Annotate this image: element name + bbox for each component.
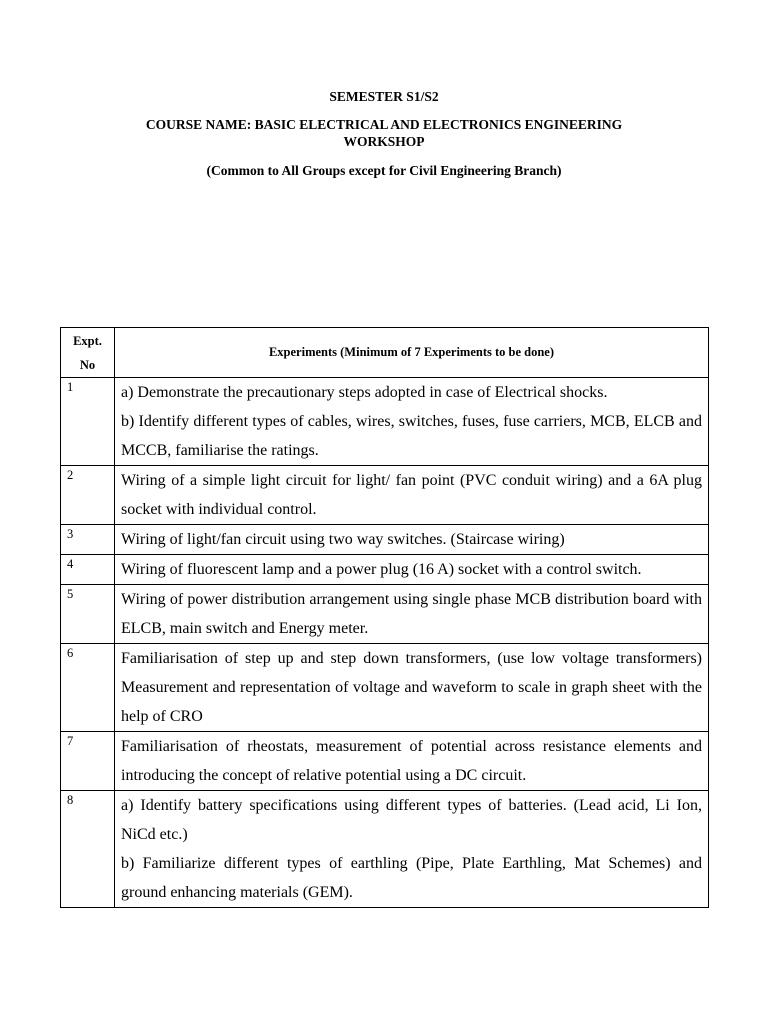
row-line: a) Demonstrate the precautionary steps adopted in case of Electrical shocks. (121, 384, 608, 401)
row-description (115, 378, 709, 466)
row-number: 7 (61, 732, 115, 791)
row-description (115, 791, 709, 908)
row-line: b) Familiarize different types of earthling (Pipe, Plate Earthling, Mat Schemes) and ground enhancing materials (GEM). (121, 855, 702, 901)
row-line: Wiring of light/fan circuit using two way switches. (Staircase wiring) (121, 531, 565, 548)
row-description (115, 466, 709, 525)
common-groups-text: (Common to All Groups except for Civil Engineering Branch) (206, 163, 562, 178)
row-number: 4 (61, 555, 115, 585)
table-header-row (61, 328, 709, 378)
course-name-line-1: COURSE NAME: BASIC ELECTRICAL AND ELECTRONICS ENGINEERING (145, 117, 623, 132)
row-number: 2 (61, 466, 115, 525)
row-line: Familiarisation of rheostats, measurement of potential across resistance elements and introducing the concept of relative potential using a DC circuit. (121, 738, 702, 784)
experiments-table (60, 327, 709, 908)
row-line: Wiring of fluorescent lamp and a power plug (16 A) socket with a control switch. (121, 561, 642, 578)
table-row (61, 585, 709, 644)
table-row (61, 555, 709, 585)
header-expt-label: Expt. (73, 334, 102, 348)
header-expt-no (61, 328, 115, 378)
row-number: 5 (61, 585, 115, 644)
row-line: b) Identify different types of cables, wires, switches, fuses, fuse carriers, MCB, ELCB and MCCB, familiarise the ratings. (121, 413, 702, 459)
row-number: 3 (61, 525, 115, 555)
table-row (61, 791, 709, 908)
course-name-line-2: WORKSHOP (343, 134, 425, 149)
row-line: Wiring of power distribution arrangement using single phase MCB distribution board with ELCB, main switch and Energy meter. (121, 591, 702, 637)
table-row (61, 466, 709, 525)
row-number: 8 (61, 791, 115, 908)
table-row (61, 378, 709, 466)
semester-heading (100, 88, 668, 105)
header-experiments: Experiments (Minimum of 7 Experiments to be done) (115, 328, 709, 378)
table-row (61, 525, 709, 555)
row-description (115, 585, 709, 644)
semester-text: SEMESTER S1/S2 (329, 89, 439, 104)
row-number: 6 (61, 644, 115, 732)
common-groups-note (100, 162, 668, 179)
row-description (115, 555, 709, 585)
row-description (115, 732, 709, 791)
row-line: a) Identify battery specifications using different types of batteries. (Lead acid, Li Ion, NiCd etc.) (121, 797, 702, 843)
course-name-heading (100, 116, 668, 150)
table-row (61, 644, 709, 732)
table-row (61, 732, 709, 791)
header-no-label: No (79, 358, 96, 372)
row-description (115, 644, 709, 732)
row-line: Familiarisation of step up and step down transformers, (use low voltage transformers) Measurement and representation of voltage and waveform to scale in graph sheet with the help of CRO (121, 650, 702, 725)
row-description (115, 525, 709, 555)
row-number: 1 (61, 378, 115, 466)
row-line: Wiring of a simple light circuit for light/ fan point (PVC conduit wiring) and a 6A plug socket with individual control. (121, 472, 702, 518)
